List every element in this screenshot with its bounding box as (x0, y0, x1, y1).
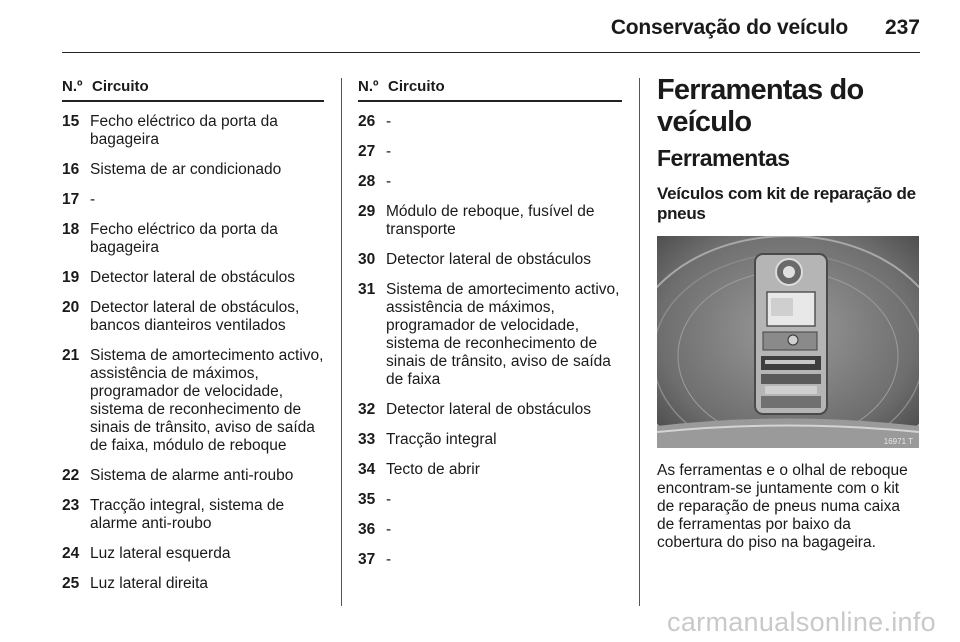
circuit-description: - (90, 191, 96, 208)
section-heading: Ferramentas do veículo (657, 74, 864, 138)
circuit-description: Detector lateral de obstáculos (386, 251, 592, 268)
table-header (358, 78, 622, 102)
circuit-description: Sistema de alarme anti-roubo (90, 467, 294, 484)
fuse-number: 26 (358, 113, 376, 130)
fuse-number: 29 (358, 203, 376, 220)
table-row (62, 266, 324, 296)
circuit-description: Luz lateral esquerda (90, 545, 231, 562)
fuse-number: 27 (358, 143, 376, 160)
fuse-number: 17 (62, 191, 80, 208)
table-row (358, 278, 622, 398)
fuse-number: 30 (358, 251, 376, 268)
table-row (62, 218, 324, 266)
fuse-number: 37 (358, 551, 376, 568)
table-row (358, 398, 622, 428)
table-row (358, 140, 622, 170)
fuse-number: 15 (62, 113, 80, 130)
table-row (62, 296, 324, 344)
circuit-description: Luz lateral direita (90, 575, 209, 592)
circuit-description: Módulo de reboque, fusível de transporte (386, 203, 595, 238)
circuit-description: Detector lateral de obstáculos (90, 269, 296, 286)
table-row (358, 428, 622, 458)
fuse-table-left (62, 78, 324, 602)
fuse-number: 19 (62, 269, 80, 286)
circuit-description: - (386, 173, 392, 190)
circuit-description: Sistema de ar condicionado (90, 161, 282, 178)
table-row (62, 542, 324, 572)
table-row (358, 548, 622, 578)
circuit-description: Sistema de amortecimento activo, assistência de máximos, programador de velocidade, sistema de reconhecimento de sinais de trânsito, aviso de saída de faixa (386, 281, 620, 388)
circuit-description: - (386, 143, 392, 160)
circuit-description: Fecho eléctrico da porta da bagageira (90, 221, 278, 256)
fuse-number: 33 (358, 431, 376, 448)
table-row (62, 188, 324, 218)
column-divider (341, 78, 342, 606)
circuit-description: Detector lateral de obstáculos (386, 401, 592, 418)
fuse-number: 25 (62, 575, 80, 592)
circuit-description: Tecto de abrir (386, 461, 480, 478)
tools-description: As ferramentas e o olhal de reboque encontram-se juntamente com o kit de reparação de pneus numa caixa de ferramentas por baixo da cobertura do piso na bagageira. (657, 462, 908, 551)
fuse-table-middle (358, 78, 622, 578)
subsection-heading: Ferramentas (657, 145, 790, 171)
table-row (358, 458, 622, 488)
figure-code: 16971 T (883, 437, 913, 446)
table-row (62, 158, 324, 188)
header-title: Conservação do veículo (610, 16, 848, 39)
fuse-number: 16 (62, 161, 80, 178)
watermark: carmanualsonline.info (667, 607, 936, 637)
header-number: N.º (358, 78, 379, 95)
tool-box-photo (657, 236, 919, 448)
header-circuit: Circuito (92, 78, 149, 95)
circuit-description: Tracção integral (386, 431, 497, 448)
table-row (358, 200, 622, 248)
fuse-number: 34 (358, 461, 376, 478)
table-header (62, 78, 324, 102)
table-row (358, 488, 622, 518)
header-circuit: Circuito (388, 78, 445, 95)
fuse-number: 20 (62, 299, 80, 316)
circuit-description: Tracção integral, sistema de alarme anti-roubo (90, 497, 285, 532)
table-row (62, 110, 324, 158)
circuit-description: Fecho eléctrico da porta da bagageira (90, 113, 278, 148)
tools-section (657, 74, 919, 552)
fuse-number: 21 (62, 347, 80, 364)
sub-subsection-heading: Veículos com kit de reparação de pneus (657, 184, 916, 223)
page-header (62, 0, 920, 53)
fuse-number: 18 (62, 221, 80, 238)
circuit-description: - (386, 113, 392, 130)
circuit-description: - (386, 551, 392, 568)
table-row (358, 518, 622, 548)
circuit-description: - (386, 491, 392, 508)
table-row (62, 494, 324, 542)
table-row (358, 248, 622, 278)
fuse-number: 32 (358, 401, 376, 418)
fuse-number: 22 (62, 467, 80, 484)
table-row (358, 170, 622, 200)
circuit-description: - (386, 521, 392, 538)
fuse-number: 23 (62, 497, 80, 514)
circuit-description: Detector lateral de obstáculos, bancos dianteiros ventilados (90, 299, 300, 334)
fuse-number: 35 (358, 491, 376, 508)
circuit-description: Sistema de amortecimento activo, assistência de máximos, programador de velocidade, sistema de reconhecimento de sinais de trânsito, aviso de saída de faixa, módulo de reboque (90, 347, 324, 454)
table-row (358, 110, 622, 140)
fuse-number: 31 (358, 281, 376, 298)
table-row (62, 572, 324, 602)
column-divider (639, 78, 640, 606)
table-row (62, 344, 324, 464)
table-row (62, 464, 324, 494)
fuse-number: 36 (358, 521, 376, 538)
page-number: 237 (884, 16, 920, 39)
header-number: N.º (62, 78, 83, 95)
fuse-number: 28 (358, 173, 376, 190)
fuse-number: 24 (62, 545, 80, 562)
